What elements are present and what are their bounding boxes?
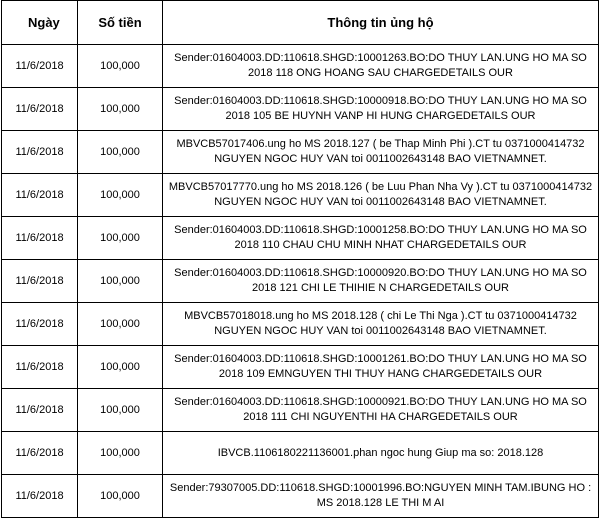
cell-date: 11/6/2018	[2, 131, 78, 174]
table-header	[2, 1, 599, 45]
cell-date: 11/6/2018	[2, 174, 78, 217]
cell-info: MBVCB57017406.ung ho MS 2018.127 ( be Thap Minh Phi ).CT tu 0371000414732 NGUYEN NGOC HUY VAN toi 0011002643148 BAO VIETNAMNET.	[163, 131, 599, 174]
cell-amount: 100,000	[78, 389, 163, 432]
cell-info: Sender:01604003.DD:110618.SHGD:10001261.BO:DO THUY LAN.UNG HO MA SO 2018 109 EMNGUYEN THI THUY HANG CHARGEDETAILS OUR	[163, 346, 599, 389]
cell-info: Sender:01604003.DD:110618.SHGD:10001258.BO:DO THUY LAN.UNG HO MA SO 2018 110 CHAU CHU MINH NHAT CHARGEDETAILS OUR	[163, 217, 599, 260]
header-row	[2, 1, 599, 45]
cell-date: 11/6/2018	[2, 88, 78, 131]
table-row	[2, 260, 599, 303]
cell-info: Sender:79307005.DD:110618.SHGD:10001996.BO:NGUYEN MINH TAM.IBUNG HO : MS 2018.128 LE THI M AI	[163, 475, 599, 518]
cell-date: 11/6/2018	[2, 217, 78, 260]
cell-amount: 100,000	[78, 131, 163, 174]
cell-info: MBVCB57017770.ung ho MS 2018.126 ( be Luu Phan Nha Vy ).CT tu 0371000414732 NGUYEN NGOC HUY VAN toi 0011002643148 BAO VIETNAMNET.	[163, 174, 599, 217]
table-row	[2, 45, 599, 88]
cell-amount: 100,000	[78, 475, 163, 518]
cell-date: 11/6/2018	[2, 389, 78, 432]
table-row	[2, 346, 599, 389]
cell-info: IBVCB.1106180221136001.phan ngoc hung Giup ma so: 2018.128	[163, 432, 599, 475]
table-row	[2, 131, 599, 174]
cell-amount: 100,000	[78, 174, 163, 217]
cell-date: 11/6/2018	[2, 475, 78, 518]
cell-date: 11/6/2018	[2, 432, 78, 475]
table-row	[2, 389, 599, 432]
donations-table	[1, 0, 599, 518]
table-row	[2, 475, 599, 518]
header-amount: Số tiền	[78, 1, 163, 45]
cell-amount: 100,000	[78, 346, 163, 389]
table-body	[2, 45, 599, 518]
cell-amount: 100,000	[78, 88, 163, 131]
cell-info: Sender:01604003.DD:110618.SHGD:10001263.BO:DO THUY LAN.UNG HO MA SO 2018 118 ONG HOANG SAU CHARGEDETAILS OUR	[163, 45, 599, 88]
header-info: Thông tin ủng hộ	[163, 1, 599, 45]
header-date: Ngày	[2, 1, 78, 45]
cell-date: 11/6/2018	[2, 260, 78, 303]
cell-date: 11/6/2018	[2, 45, 78, 88]
cell-amount: 100,000	[78, 217, 163, 260]
cell-info: Sender:01604003.DD:110618.SHGD:10000921.BO:DO THUY LAN.UNG HO MA SO 2018 111 CHI NGUYENTHI HA CHARGEDETAILS OUR	[163, 389, 599, 432]
cell-info: Sender:01604003.DD:110618.SHGD:10000918.BO:DO THUY LAN.UNG HO MA SO 2018 105 BE HUYNH VANP HI HUNG CHARGEDETAILS OUR	[163, 88, 599, 131]
cell-amount: 100,000	[78, 45, 163, 88]
cell-amount: 100,000	[78, 303, 163, 346]
cell-info: Sender:01604003.DD:110618.SHGD:10000920.BO:DO THUY LAN.UNG HO MA SO 2018 121 CHI LE THIHIE N CHARGEDETAILS OUR	[163, 260, 599, 303]
table-row	[2, 432, 599, 475]
table-row	[2, 174, 599, 217]
cell-info: MBVCB57018018.ung ho MS 2018.128 ( chi Le Thi Nga ).CT tu 0371000414732 NGUYEN NGOC HUY VAN toi 0011002643148 BAO VIETNAMNET.	[163, 303, 599, 346]
table-row	[2, 303, 599, 346]
cell-date: 11/6/2018	[2, 303, 78, 346]
cell-date: 11/6/2018	[2, 346, 78, 389]
table-row	[2, 217, 599, 260]
cell-amount: 100,000	[78, 260, 163, 303]
table-row	[2, 88, 599, 131]
cell-amount: 100,000	[78, 432, 163, 475]
